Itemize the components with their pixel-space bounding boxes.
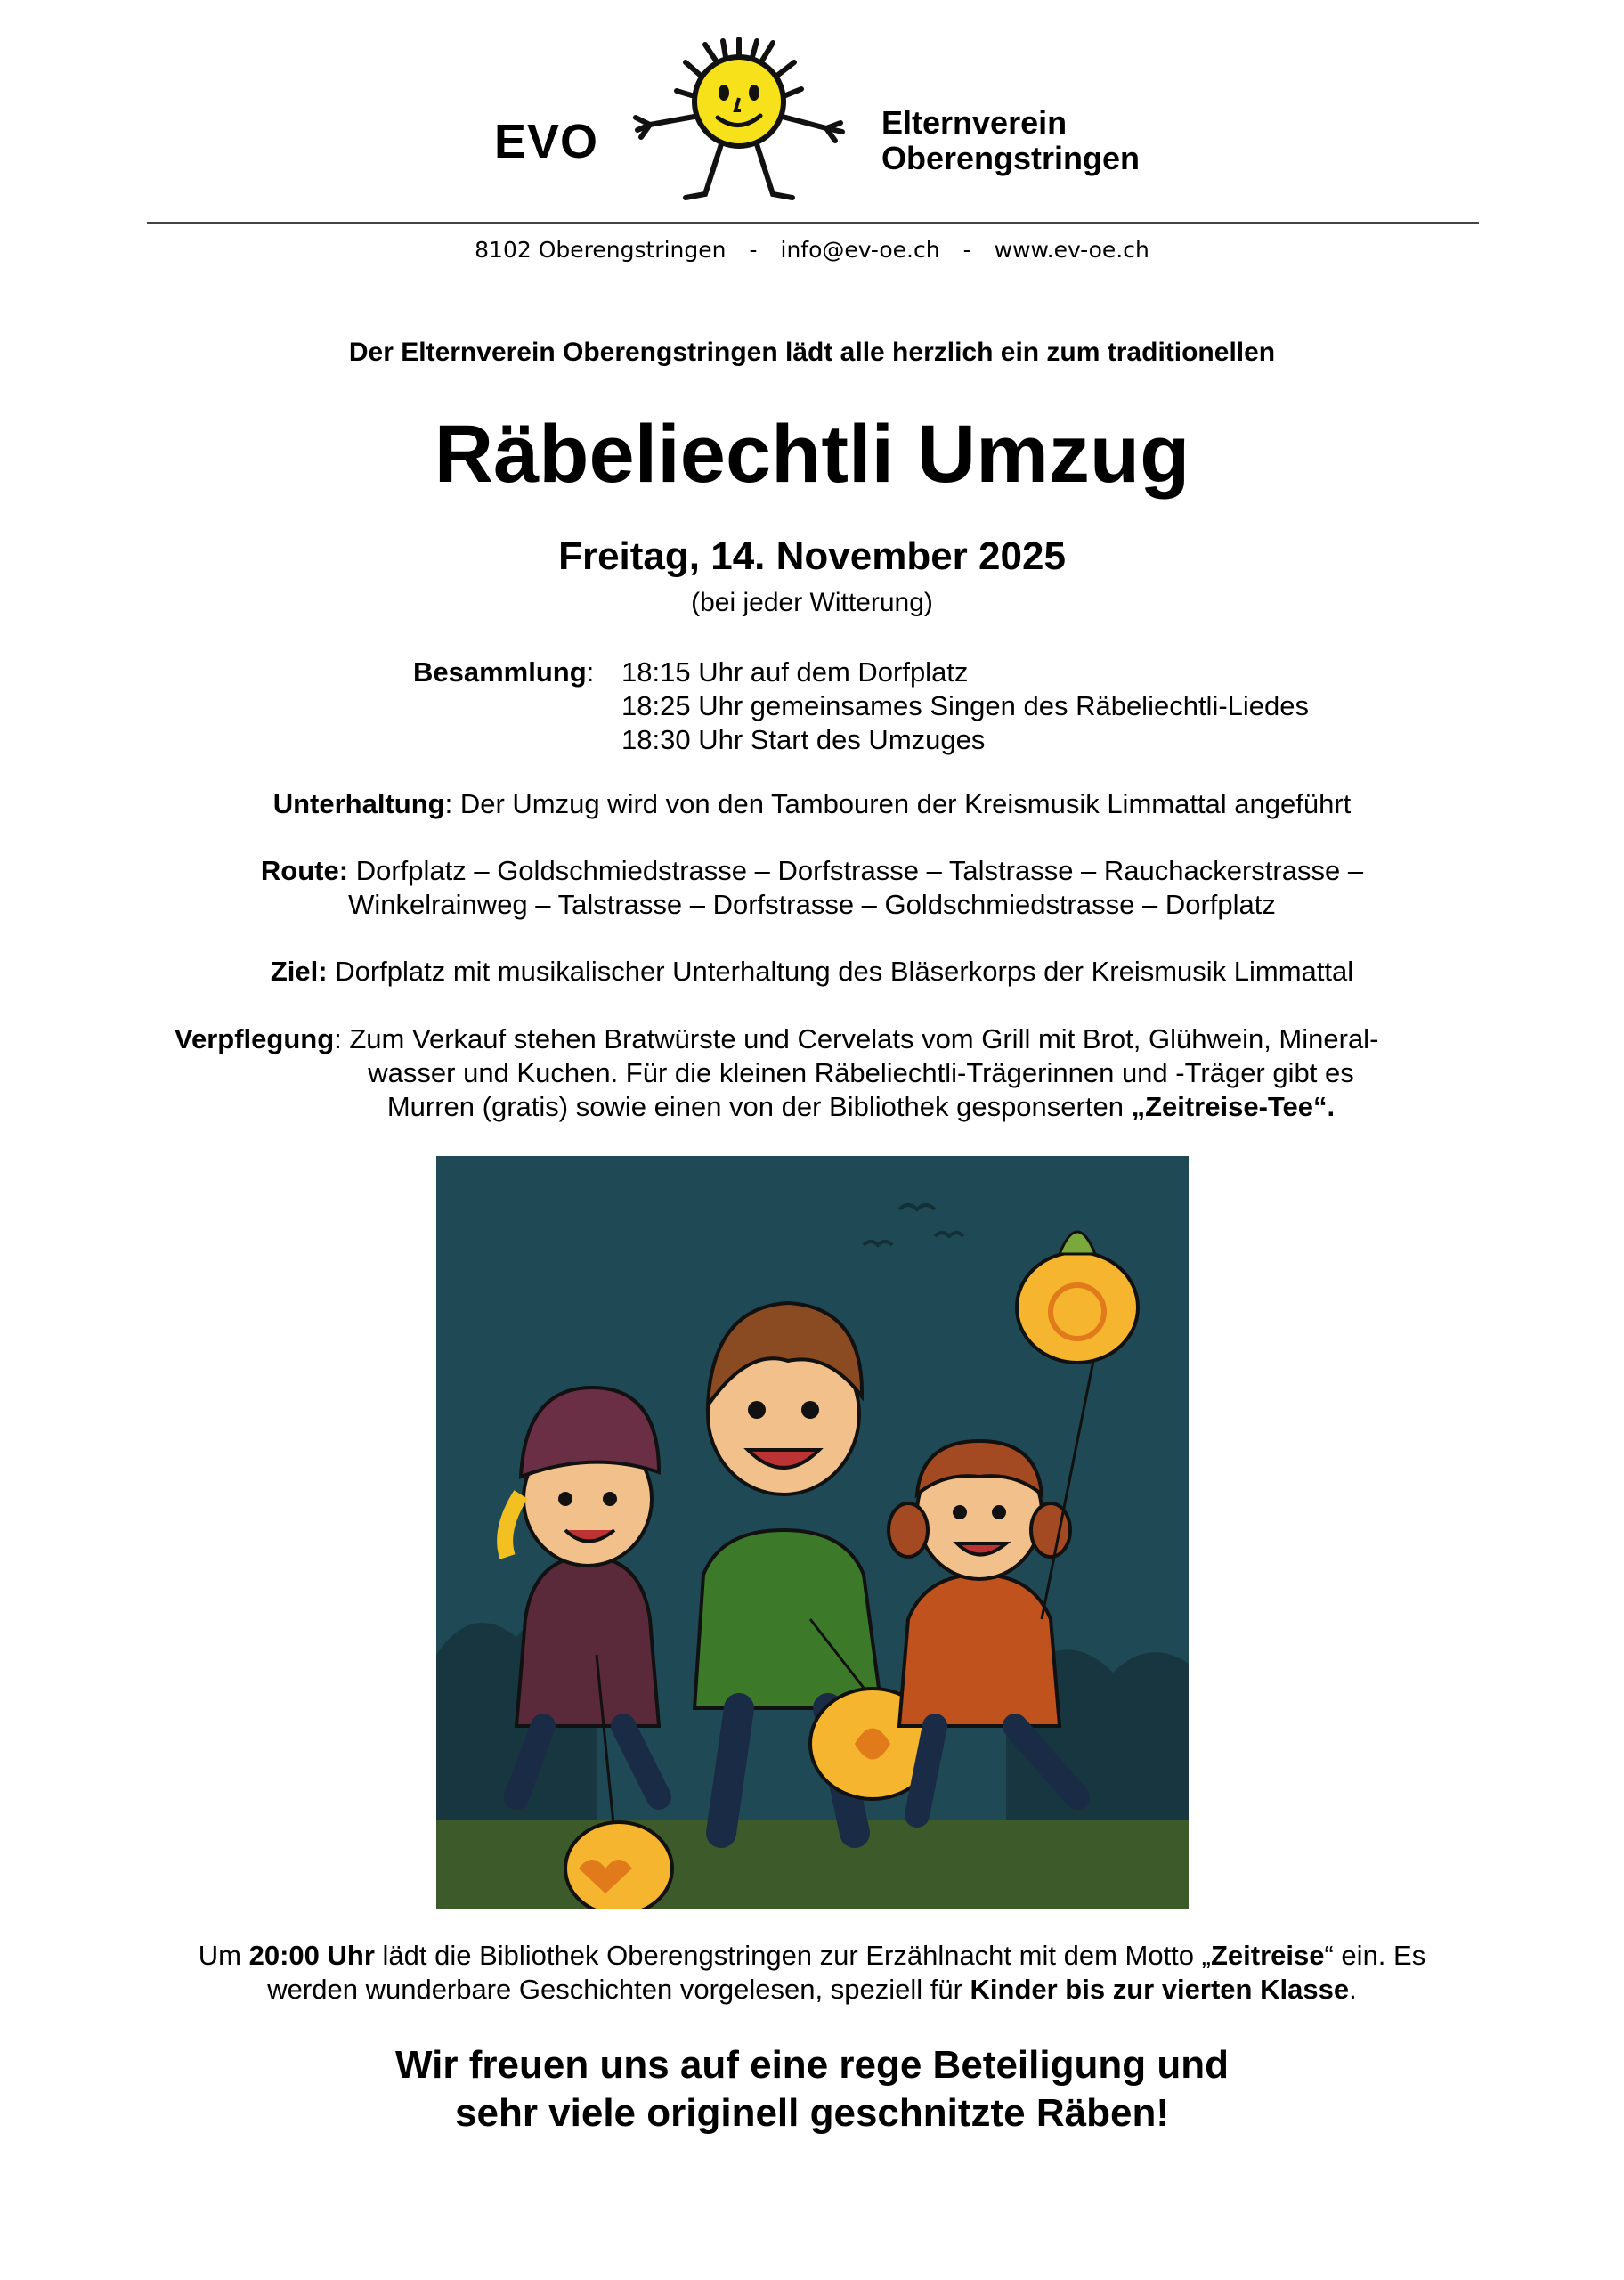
weather-note: (bei jeder Witterung) [691,588,933,617]
destination-label: Ziel: [270,956,328,987]
gathering-label: Besammlung [413,656,587,688]
library-text: lädt die Bibliothek Oberengstringen zur Erzählnacht mit dem Motto „ [374,1940,1211,1971]
entertainment-text: Der Umzug wird von den Tambouren der Kreismusik Limmattal angeführt [459,788,1352,819]
library-text: . [1349,1974,1357,2005]
contact-address: 8102 Oberengstringen [475,237,727,263]
gathering-label-row: Besammlung: [413,656,595,688]
catering-continuation [0,1056,1624,1124]
page-title: Räbeliechtli Umzug [434,409,1190,500]
contact-separator: - [962,237,971,263]
contact-email: info@ev-oe.ch [780,237,940,263]
event-date: Freitag, 14. November 2025 [558,534,1066,578]
contact-separator: - [749,237,758,263]
destination-text: Dorfplatz mit musikalischer Unterhaltung des Bläserkorps der Kreismusik Limmattal [335,956,1354,987]
logo-evo-text: EVO [494,115,599,168]
catering-line-2: wasser und Kuchen. Für die kleinen Räbeliechtli-Trägerinnen und -Träger gibt es [368,1057,1354,1088]
route-label: Route: [260,855,349,886]
tea-highlight: „Zeitreise-Tee“. [1131,1091,1336,1122]
catering-label: Verpflegung [175,1023,335,1054]
library-audience: Kinder bis zur vierten Klasse [970,1974,1350,2005]
library-text: “ ein. Es [1324,1940,1426,1971]
library-motto: Zeitreise [1210,1940,1325,1971]
organization-name [881,105,1140,176]
library-text: Um [198,1940,249,1971]
closing-line-1: Wir freuen uns auf eine rege Beteiligung und [395,2043,1229,2087]
route-line-2: Winkelrainweg – Talstrasse – Dorfstrasse – Goldschmiedstrasse – Dorfplatz [348,889,1276,920]
sun-mascot-logo [623,36,855,214]
gathering-schedule [621,656,1309,757]
catering-row: Verpflegung: Zum Verkauf stehen Bratwürste und Cervelats vom Grill mit Brot, Glühwein, Mineral- [175,1023,1379,1054]
schedule-line: 18:30 Uhr Start des Umzuges [621,724,986,755]
schedule-line: 18:15 Uhr auf dem Dorfplatz [621,656,969,688]
catering-line-1: Zum Verkauf stehen Bratwürste und Cervelats vom Grill mit Brot, Glühwein, Mineral- [349,1023,1379,1054]
contact-line [0,237,1624,263]
library-time: 20:00 Uhr [248,1940,375,1971]
catering-line-3: Murren (gratis) sowie einen von der Bibliothek gesponserten [386,1091,1132,1122]
children-lantern-illustration [436,1156,1189,1909]
entertainment-label: Unterhaltung [272,788,445,819]
closing-line-2: sehr viele originell geschnitzte Räben! [455,2091,1169,2135]
library-announcement [0,1939,1624,2007]
library-text: werden wunderbare Geschichten vorgelesen, speziell für [267,1974,970,2005]
entertainment-row: Unterhaltung: Der Umzug wird von den Tambouren der Kreismusik Limmattal angeführt [272,788,1352,819]
header-divider [147,222,1479,224]
route-section [0,854,1624,922]
organization-name-line2: Oberengstringen [881,140,1141,176]
organization-name-line1: Elternverein [881,104,1068,141]
destination-row [0,955,1624,989]
route-line-1: Dorfplatz – Goldschmiedstrasse – Dorfstrasse – Talstrasse – Rauchackerstrasse – [355,855,1364,886]
invitation-intro: Der Elternverein Oberengstringen lädt alle herzlich ein zum traditionellen [348,338,1276,367]
contact-website: www.ev-oe.ch [994,237,1149,263]
closing-message [0,2041,1624,2138]
schedule-line: 18:25 Uhr gemeinsames Singen des Räbeliechtli-Liedes [621,690,1310,721]
